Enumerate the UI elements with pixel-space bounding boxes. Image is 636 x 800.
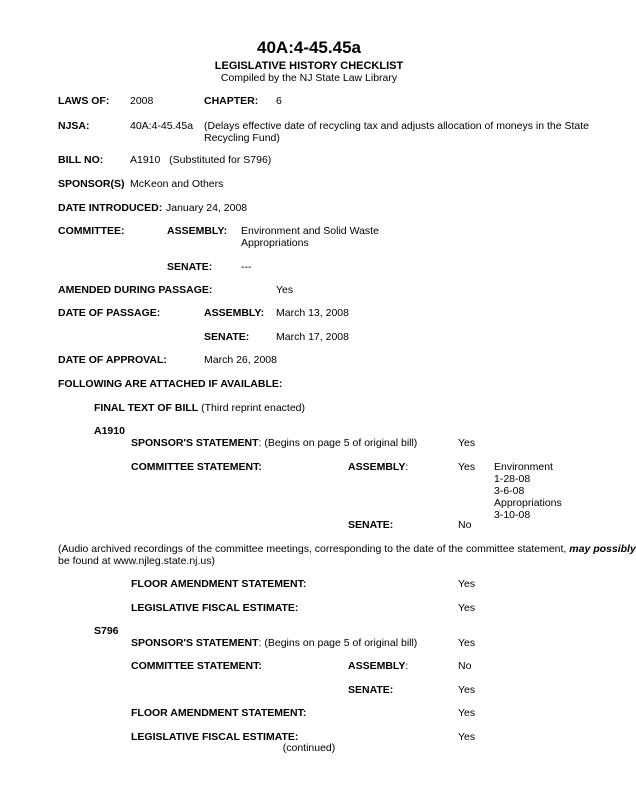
s796-senate-value: Yes — [458, 684, 476, 696]
a1910-assembly-detail-4: 3-10-08 — [494, 509, 531, 521]
a1910-sponsor-statement: SPONSOR'S STATEMENT: (Begins on page 5 of original bill) — [131, 437, 418, 449]
s796-assembly-label: ASSEMBLY: — [348, 660, 409, 672]
approval-value: March 26, 2008 — [204, 354, 277, 366]
s796-sponsor-statement: SPONSOR'S STATEMENT: (Begins on page 5 of original bill) — [131, 637, 418, 649]
audio-note-line2: be found at www.njleg.state.nj.us) — [58, 555, 216, 567]
a1910-assembly-value: Yes — [458, 461, 476, 473]
compiled-by: Compiled by the NJ State Law Library — [220, 72, 398, 84]
passage-senate-label: SENATE: — [204, 331, 250, 343]
a1910-floor-label: FLOOR AMENDMENT STATEMENT: — [131, 578, 307, 590]
s796-committee-statement-label: COMMITTEE STATEMENT: — [131, 660, 262, 672]
s796-sponsor-statement-value: Yes — [458, 637, 476, 649]
s796-fiscal-label: LEGISLATIVE FISCAL ESTIMATE: — [131, 731, 299, 743]
chapter-label: CHAPTER: — [204, 95, 259, 107]
a1910-assembly-detail-0: Environment — [494, 461, 553, 473]
passage-assembly-value: March 13, 2008 — [276, 307, 349, 319]
njsa-label: NJSA: — [58, 120, 90, 132]
date-introduced-label: DATE INTRODUCED: — [58, 202, 163, 214]
s796-floor-label: FLOOR AMENDMENT STATEMENT: — [131, 707, 307, 719]
njsa-desc-line1: (Delays effective date of recycling tax and adjusts allocation of moneys in the State — [204, 120, 590, 132]
committee-label: COMMITTEE: — [58, 225, 125, 237]
njsa-desc-line2: Recycling Fund) — [204, 132, 280, 144]
a1910-floor-value: Yes — [458, 578, 476, 590]
amended-label: AMENDED DURING PASSAGE: — [58, 284, 213, 296]
continued-note: (continued) — [282, 742, 336, 754]
s796-assembly-value: No — [458, 660, 472, 672]
final-text: FINAL TEXT OF BILL (Third reprint enacted) — [94, 402, 306, 414]
audio-note-line1: (Audio archived recordings of the committee meetings, corresponding to the date of the committee statement, may possibly — [58, 543, 636, 555]
passage-label: DATE OF PASSAGE: — [58, 307, 161, 319]
attached-label: FOLLOWING ARE ATTACHED IF AVAILABLE: — [58, 378, 283, 390]
sponsors-value: McKeon and Others — [130, 178, 224, 190]
a1910-sponsor-statement-value: Yes — [458, 437, 476, 449]
page-subtitle: LEGISLATIVE HISTORY CHECKLIST — [214, 60, 404, 72]
committee-assembly-line2: Appropriations — [241, 237, 309, 249]
a1910-senate-label: SENATE: — [348, 519, 394, 531]
a1910-assembly-detail-2: 3-6-08 — [494, 485, 525, 497]
chapter-value: 6 — [276, 95, 282, 107]
njsa-value: 40A:4-45.45a — [130, 120, 194, 132]
bill-a1910-label: A1910 — [94, 425, 125, 437]
sponsors-label: SPONSOR(S) — [58, 178, 125, 190]
bill-no-label: BILL NO: — [58, 154, 104, 166]
bill-s796-label: S796 — [94, 625, 119, 637]
a1910-assembly-detail-1: 1-28-08 — [494, 473, 531, 485]
committee-assembly-label: ASSEMBLY: — [167, 225, 228, 237]
s796-senate-label: SENATE: — [348, 684, 394, 696]
a1910-fiscal-label: LEGISLATIVE FISCAL ESTIMATE: — [131, 602, 299, 614]
laws-of-value: 2008 — [130, 95, 154, 107]
passage-assembly-label: ASSEMBLY: — [204, 307, 265, 319]
s796-floor-value: Yes — [458, 707, 476, 719]
passage-senate-value: March 17, 2008 — [276, 331, 349, 343]
a1910-senate-value: No — [458, 519, 472, 531]
committee-senate-value: --- — [241, 261, 252, 273]
a1910-fiscal-value: Yes — [458, 602, 476, 614]
bill-no-value: A1910 (Substituted for S796) — [130, 154, 272, 166]
laws-of-label: LAWS OF: — [58, 95, 110, 107]
page-title: 40A:4-45.45a — [257, 38, 361, 57]
committee-senate-label: SENATE: — [167, 261, 213, 273]
approval-label: DATE OF APPROVAL: — [58, 354, 167, 366]
s796-fiscal-value: Yes — [458, 731, 476, 743]
a1910-assembly-detail-3: Appropriations — [494, 497, 562, 509]
a1910-committee-statement-label: COMMITTEE STATEMENT: — [131, 461, 262, 473]
a1910-assembly-label: ASSEMBLY: — [348, 461, 409, 473]
committee-assembly-line1: Environment and Solid Waste — [241, 225, 379, 237]
date-introduced-value: January 24, 2008 — [166, 202, 248, 214]
amended-value: Yes — [276, 284, 294, 296]
